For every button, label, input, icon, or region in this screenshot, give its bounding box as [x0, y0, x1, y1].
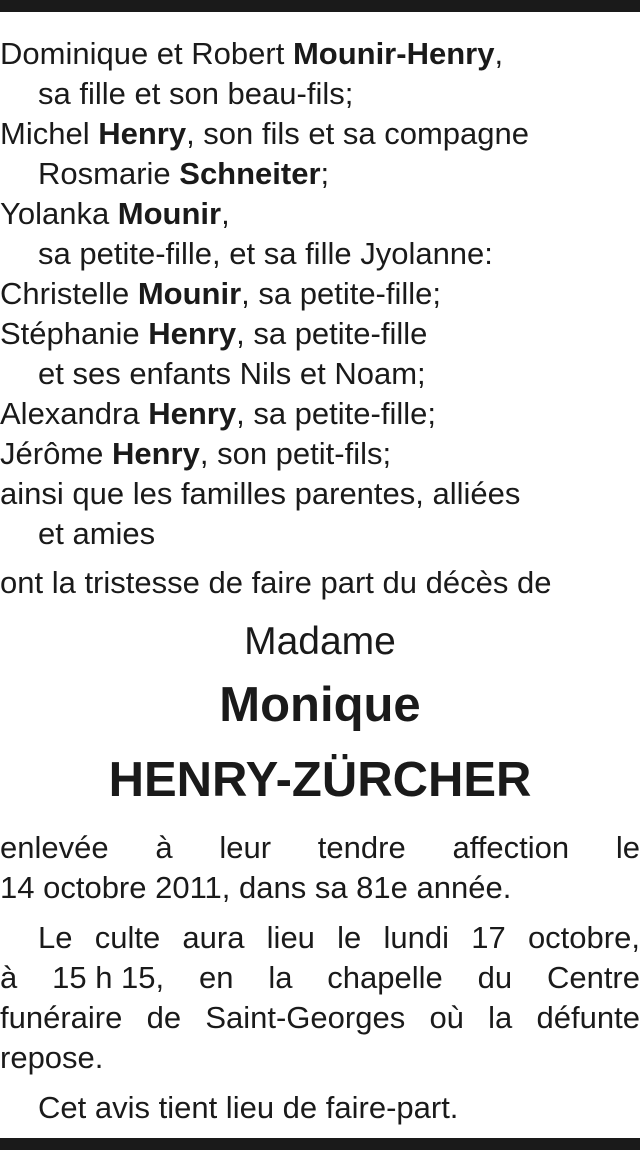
family-line: [0, 474, 640, 514]
family-line: [0, 114, 640, 154]
family-line: [0, 34, 640, 74]
family-text: et amies: [38, 516, 156, 551]
top-rule: [0, 0, 640, 12]
body-line: [0, 918, 640, 958]
family-text: ainsi que les familles parentes, alliées: [0, 476, 521, 511]
family-line: [0, 274, 640, 314]
body-word: octobre,: [527, 920, 640, 955]
family-line: [0, 154, 640, 194]
family-text: Dominique et Robert: [0, 36, 293, 71]
family-surname: Mounir: [117, 196, 222, 231]
body-word: à: [155, 830, 173, 865]
body-word: Le: [38, 920, 73, 955]
family-text: et ses enfants Nils et Noam;: [38, 356, 426, 391]
family-text: ,: [494, 36, 504, 71]
family-line: [0, 234, 640, 274]
deceased-first-name: Monique: [219, 678, 421, 732]
family-text: , son fils et sa compagne: [186, 116, 529, 151]
body-word: la: [488, 1000, 513, 1035]
body-word: à: [0, 960, 18, 995]
family-text: , sa petite-fille;: [241, 276, 442, 311]
bottom-rule: [0, 1138, 640, 1150]
family-line: [0, 194, 640, 234]
family-text: ;: [320, 156, 330, 191]
body-word: 17: [471, 920, 506, 955]
family-text: sa fille et son beau-fils;: [38, 76, 354, 111]
deceased-last-name: HENRY-ZÜRCHER: [108, 753, 532, 807]
body-line: [0, 828, 640, 868]
body-word: Saint-Georges: [205, 1000, 406, 1035]
family-line: [0, 394, 640, 434]
body-word: lundi: [383, 920, 450, 955]
family-line: [0, 314, 640, 354]
family-text: Alexandra: [0, 396, 149, 431]
body-word: aura: [182, 920, 245, 955]
family-surname: Mounir: [137, 276, 242, 311]
family-surname: Henry: [111, 436, 200, 471]
body-word: 15 h 15,: [52, 960, 165, 995]
family-text: Michel: [0, 116, 99, 151]
body-word: enlevée: [0, 830, 109, 865]
family-line: [0, 354, 640, 394]
family-surname: Mounir-Henry: [292, 36, 495, 71]
notice-body: [0, 828, 640, 1128]
family-text: Rosmarie: [38, 156, 180, 191]
body-line: [0, 868, 640, 908]
body-word: chapelle: [327, 960, 443, 995]
family-line: [0, 434, 640, 474]
family-text: Christelle: [0, 276, 138, 311]
family-surname: Henry: [148, 396, 237, 431]
body-word: de: [146, 1000, 182, 1035]
body-word: culte: [94, 920, 161, 955]
body-word: affection: [452, 830, 570, 865]
body-line: [0, 1088, 640, 1128]
family-surname: Schneiter: [179, 156, 321, 191]
body-word: la: [268, 960, 293, 995]
body-text: repose.: [0, 1040, 104, 1075]
body-word: le: [337, 920, 362, 955]
family-line: [0, 514, 640, 554]
body-word: lieu: [266, 920, 315, 955]
family-text: , son petit-fils;: [199, 436, 392, 471]
body-line: [0, 958, 640, 998]
family-text: Yolanka: [0, 196, 118, 231]
family-list: [0, 34, 640, 554]
family-text: Jérôme: [0, 436, 112, 471]
body-word: en: [198, 960, 234, 995]
family-surname: Henry: [98, 116, 187, 151]
body-word: tendre: [317, 830, 406, 865]
body-text: Cet avis tient lieu de faire-part.: [38, 1090, 459, 1125]
body-word: Centre: [546, 960, 640, 995]
family-text: , sa petite-fille;: [236, 396, 436, 431]
body-word: leur: [219, 830, 272, 865]
body-word: où: [429, 1000, 464, 1035]
family-text: , sa petite-fille: [236, 316, 428, 351]
family-text: ,: [221, 196, 230, 231]
body-word: défunte: [536, 1000, 640, 1035]
body-word: du: [477, 960, 513, 995]
body-word: le: [615, 830, 640, 865]
body-word: funéraire: [0, 1000, 123, 1035]
family-line: [0, 74, 640, 114]
announcement-intro: ont la tristesse de faire part du décès de: [0, 565, 552, 600]
body-line: [0, 1038, 640, 1078]
deceased-title: Madame: [244, 620, 396, 663]
family-text: sa petite-fille, et sa fille Jyolanne:: [38, 236, 493, 271]
family-surname: Henry: [148, 316, 237, 351]
body-line: [0, 998, 640, 1038]
body-text: 14 octobre 2011, dans sa 81e année.: [0, 870, 512, 905]
family-text: Stéphanie: [0, 316, 149, 351]
